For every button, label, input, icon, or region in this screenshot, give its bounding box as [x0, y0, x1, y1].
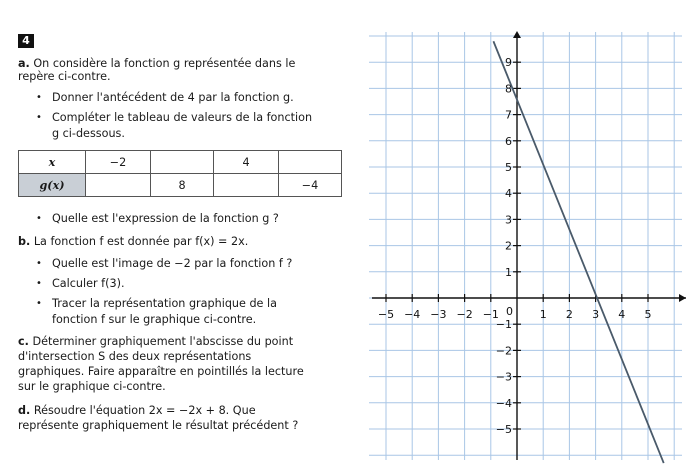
bullet-icon: • — [36, 213, 42, 224]
part-a-letter: a. — [18, 57, 30, 70]
x-tick-label: 5 — [644, 308, 652, 321]
y-axis-arrow-icon — [513, 31, 521, 38]
y-tick-label: −5 — [495, 423, 512, 436]
table-cell: −4 — [279, 174, 342, 197]
part-a-bullet-3: Quelle est l'expression de la fonction g ? — [52, 212, 279, 225]
part-a-text-line1: On considère la fonction g représentée dans le — [33, 57, 296, 70]
part-d-text: Résoudre l'équation 2x = −2x + 8. Que — [33, 404, 256, 417]
x-tick-label: −2 — [456, 308, 473, 321]
bullet-icon: • — [36, 298, 42, 309]
part-b-bullet-2: Calculer f(3). — [52, 277, 125, 290]
part-a-text-line2: repère ci-contre. — [18, 70, 111, 83]
x-tick-label: −5 — [377, 308, 395, 321]
part-c-line3: graphiques. Faire apparaître en pointillés la lecture — [18, 365, 304, 378]
y-tick-label: 6 — [505, 134, 512, 148]
part-b-bullet-1: Quelle est l'image de −2 par la fonction f ? — [52, 257, 293, 270]
y-tick-label: −2 — [495, 344, 512, 358]
x-tick-label: −1 — [482, 308, 499, 321]
y-tick-label: 1 — [505, 265, 512, 279]
part-b-letter: b. — [18, 235, 31, 248]
y-tick-label: −3 — [495, 370, 512, 384]
part-b-text: La fonction f est donnée par f(x) = 2x. — [33, 235, 249, 248]
part-c-line4: sur le graphique ci-contre. — [18, 380, 166, 393]
y-tick-label: 7 — [505, 108, 512, 122]
table-cell: −2 — [86, 151, 151, 174]
x-tick-label: 3 — [592, 308, 600, 321]
table-header-g: g(x) — [19, 174, 86, 197]
x-tick-label: 4 — [618, 308, 626, 321]
bullet-icon: • — [36, 258, 42, 269]
table-cell: 8 — [151, 174, 214, 197]
origin-label: 0 — [506, 305, 513, 318]
x-tick-label: −4 — [404, 308, 421, 321]
y-tick-label: 5 — [505, 161, 512, 174]
x-tick-label: 1 — [539, 308, 547, 321]
table-cell: 4 — [214, 151, 279, 174]
bullet-icon: • — [36, 112, 42, 123]
bullet-icon: • — [36, 92, 42, 103]
function-g-line — [493, 41, 663, 463]
y-tick-label: 9 — [505, 56, 512, 70]
y-tick-label: −1 — [495, 318, 512, 332]
x-tick-label: −3 — [430, 308, 447, 321]
table-header-x: x — [19, 151, 86, 174]
y-tick-label: 4 — [505, 187, 512, 201]
x-axis-arrow-icon — [679, 294, 686, 302]
part-a-bullet-2-cont: g ci-dessous. — [52, 127, 125, 140]
part-d-letter: d. — [18, 404, 31, 417]
y-tick-label: 8 — [505, 82, 512, 96]
part-a-bullet-2: Compléter le tableau de valeurs de la fonction — [52, 111, 313, 124]
part-c-line2: d'intersection S des deux représentations — [18, 350, 252, 363]
part-b-bullet-3-cont: fonction f sur le graphique ci-contre. — [52, 313, 257, 326]
exercise-number: 4 — [18, 34, 34, 48]
part-b-bullet-3: Tracer la représentation graphique de la — [52, 297, 277, 310]
part-c-text: Déterminer graphiquement l'abscisse du point — [32, 335, 294, 348]
y-tick-label: 3 — [505, 213, 512, 227]
part-c-letter: c. — [18, 335, 29, 348]
x-tick-label: 2 — [565, 308, 573, 321]
bullet-icon: • — [36, 278, 42, 289]
part-d-line2: représente graphiquement le résultat précédent ? — [18, 419, 299, 432]
y-tick-label: −4 — [495, 396, 512, 410]
part-a-bullet-1: Donner l'antécédent de 4 par la fonction g. — [52, 91, 294, 104]
y-tick-label: 2 — [505, 239, 512, 253]
